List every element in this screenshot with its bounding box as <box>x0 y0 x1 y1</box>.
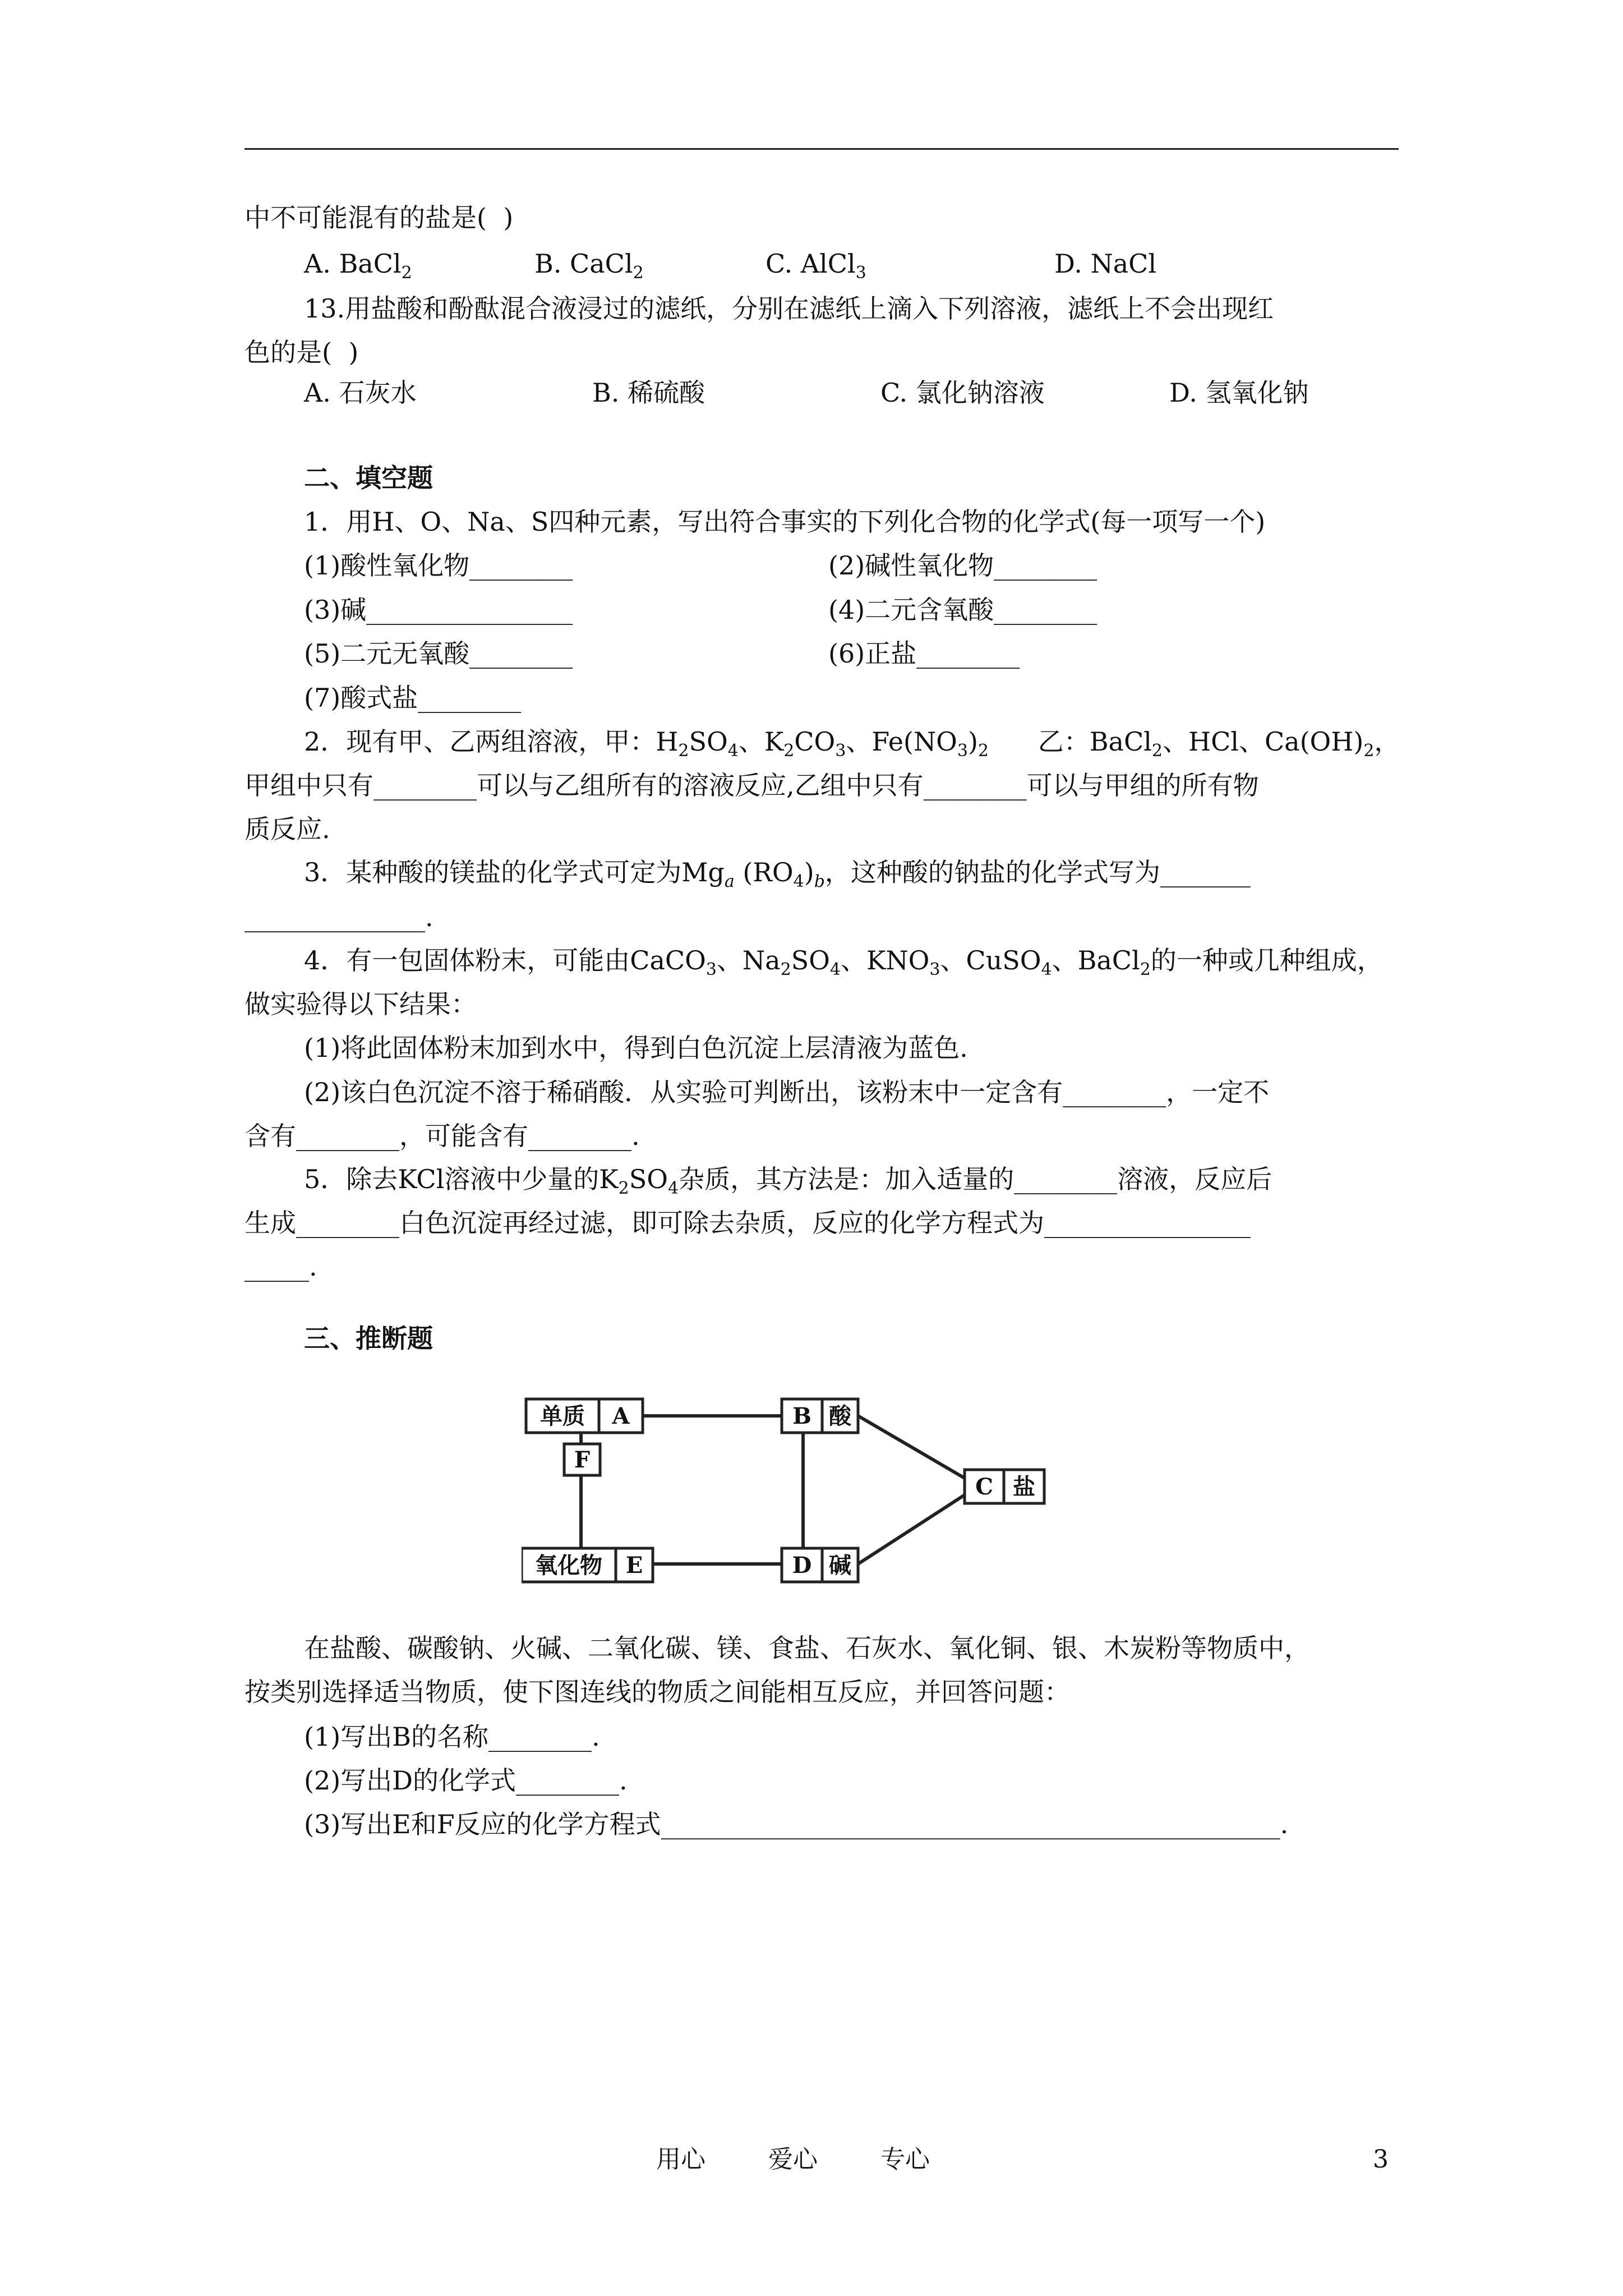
q12-option-d: D. NaCl <box>1054 249 1157 279</box>
s2-q4-line1: 4．有一包固体粉末，可能由CaCO$_3$、$Na_2SO_4$、$KNO_3$、CuSO$_4$、BaCl$_2$的一种或几种组成， <box>304 945 1383 979</box>
s2-q4-line3: (1)将此固体粉末加到水中，得到白色沉淀上层清液为蓝色. <box>304 1033 968 1063</box>
box-letter-F: F <box>574 1447 591 1473</box>
s2-q1-item-2: (2)碱性氧化物________ <box>828 550 1098 581</box>
box-label-D: 碱 <box>829 1552 851 1579</box>
s3-q2: (2)写出D的化学式________. <box>304 1765 628 1796</box>
inference-diagram <box>522 1380 1060 1593</box>
s3-q3: (3)写出E和F反应的化学方程式________________________________________________. <box>304 1809 1289 1839</box>
section2-title: 二、填空题 <box>304 463 433 493</box>
s2-q1-item-4: (4)二元含氧酸________ <box>828 595 1098 625</box>
s2-q3-line2: ______________. <box>245 902 434 932</box>
box-letter-D: D <box>792 1552 812 1579</box>
s3-intro-line1: 在盐酸、碳酸钠、火碱、二氧化碳、镁、食盐、石灰水、氧化铜、银、木炭粉等物质中， <box>304 1633 1310 1663</box>
s2-q2-line2: 甲组中只有________可以与乙组所有的溶液反应,乙组中只有________可以与甲组的所有物 <box>245 770 1259 800</box>
s2-q1-item-1: (1)酸性氧化物________ <box>304 550 573 581</box>
s2-q1-item-5: (5)二元无氧酸________ <box>304 638 573 669</box>
s2-q4-line2: 做实验得以下结果： <box>245 989 477 1019</box>
s2-q1-item-6: (6)正盐________ <box>828 638 1020 669</box>
box-label-A: 单质 <box>540 1403 585 1429</box>
s2-q1-item-7: (7)酸式盐________ <box>304 683 522 713</box>
s2-q5-line1: 5．除去KCl溶液中少量的$K_2SO_4$杂质，其方法是：加入适量的________溶液，反应后 <box>304 1164 1272 1198</box>
s2-q2-line3: 质反应. <box>245 814 330 844</box>
q12-stem: 中不可能混有的盐是( ) <box>245 203 514 233</box>
q12-option-b: B. CaCl$_2$ <box>534 249 644 283</box>
q12-option-a: A. BaCl$_2$ <box>304 249 412 283</box>
footer-motto-1: 用心 <box>656 2145 706 2174</box>
header-rule <box>245 148 1399 150</box>
box-letter-B: B <box>792 1403 811 1429</box>
footer-motto-3: 专心 <box>880 2145 930 2174</box>
s3-intro-line2: 按类别选择适当物质，使下图连线的物质之间能相互反应，并回答问题： <box>245 1677 1070 1707</box>
page-number: 3 <box>1373 2145 1389 2174</box>
section3-title: 三、推断题 <box>304 1323 433 1354</box>
box-label-E: 氧化物 <box>535 1552 602 1579</box>
s2-q2-line1: 2．现有甲、乙两组溶液，甲：$H_2SO_4$、$K_2CO_3$、$Fe(NO_3)_2$ 乙：BaCl$_2$、HCl、$Ca(OH)_2$， <box>304 726 1400 761</box>
q13-option-b: B. 稀硫酸 <box>592 378 706 408</box>
s2-q1-item-3: (3)碱________________ <box>304 595 573 625</box>
s2-q5-line2: 生成________白色沉淀再经过滤，即可除去杂质，反应的化学方程式为________________ <box>245 1208 1251 1238</box>
footer-motto-2: 爱心 <box>768 2145 818 2174</box>
s2-q4-line5: 含有________，可能含有________. <box>245 1121 640 1151</box>
q13-option-a: A. 石灰水 <box>304 378 417 408</box>
q13-stem-line2: 色的是( ) <box>245 337 359 367</box>
s2-q4-line4: (2)该白色沉淀不溶于稀硝酸．从实验可判断出，该粉末中一定含有________，一定不 <box>304 1077 1270 1107</box>
s3-q1: (1)写出B的名称________. <box>304 1722 600 1752</box>
box-letter-E: E <box>625 1552 643 1579</box>
box-label-B: 酸 <box>829 1403 851 1429</box>
s2-q5-line3: _____. <box>245 1251 317 1282</box>
box-label-C: 盐 <box>1013 1474 1035 1500</box>
q12-option-c: C. AlCl$_3$ <box>766 249 866 283</box>
box-letter-A: A <box>612 1403 630 1429</box>
box-letter-C: C <box>975 1474 993 1500</box>
q13-option-c: C. 氯化钠溶液 <box>880 378 1045 408</box>
q13-stem-line1: 13.用盐酸和酚酞混合液浸过的滤纸，分别在滤纸上滴入下列溶液，滤纸上不会出现红 <box>304 293 1274 324</box>
s2-q1-stem: 1．用H、O、Na、S四种元素，写出符合事实的下列化合物的化学式(每一项写一个) <box>304 507 1266 537</box>
s2-q3-line1: 3．某种酸的镁盐的化学式可定为$Mg_a$ $(RO_4)_b$，这种酸的钠盐的化学式写为_______ <box>304 857 1251 891</box>
q13-option-d: D. 氢氧化钠 <box>1169 378 1309 408</box>
